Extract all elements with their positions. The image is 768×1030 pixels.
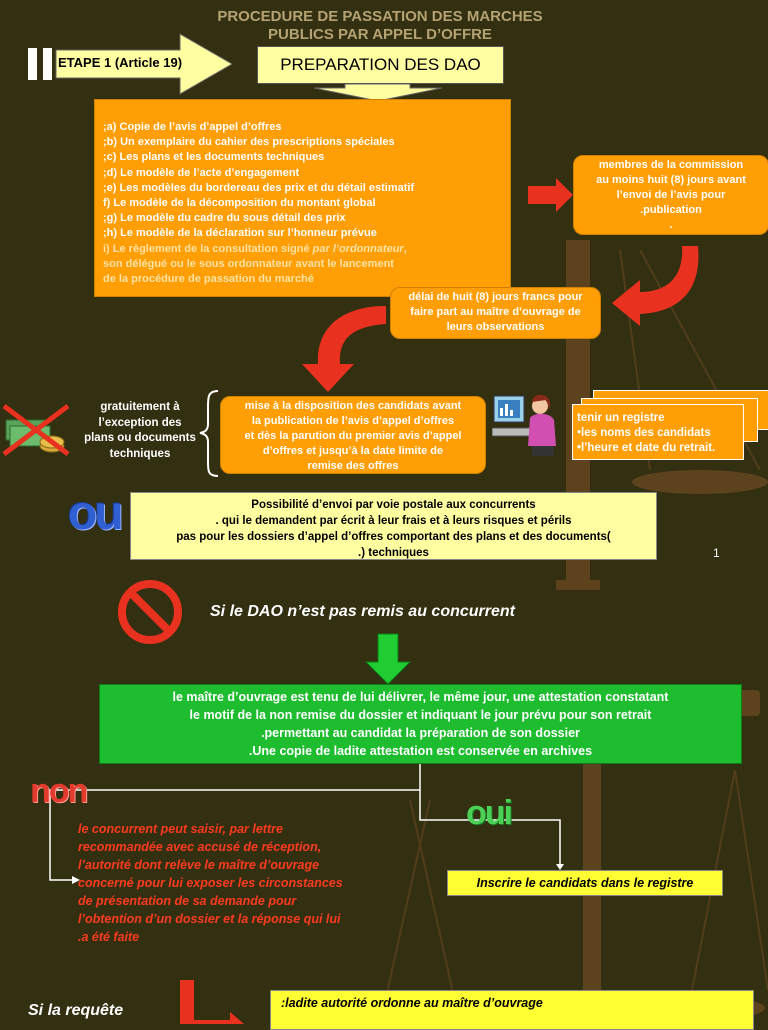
mise-box [220, 396, 486, 474]
brace-shape [200, 391, 218, 476]
recours-line: .a été faite [78, 930, 140, 944]
prohibited-icon [122, 584, 178, 640]
double-bar-marker [28, 48, 54, 80]
list-item: ;h) Le modèle de la déclaration sur l’honneur prévue [103, 227, 377, 240]
delai-line: leurs observations [446, 321, 545, 333]
list-item: ;c) Les plans et les documents techniques [103, 151, 325, 164]
list-item: f) Le modèle de la décomposition du montant global [103, 197, 376, 210]
oui-label: oui [466, 794, 511, 832]
recours-line: recommandée avec accusé de réception, [78, 840, 322, 854]
red-curved-arrow-left [302, 306, 386, 392]
gratuit-line: l’exception des [98, 416, 182, 429]
registre-line: •les noms des candidats [577, 427, 711, 439]
recours-line: l’obtention d’un dossier et la réponse qui lui [78, 912, 341, 926]
gratuit-line: plans ou documents [84, 432, 196, 444]
dao-contents-box [94, 99, 511, 297]
recours-text [78, 820, 418, 946]
faded-part-b: par l’ordonnateur [312, 242, 404, 255]
faded-part-a: i) Le règlement de la consultation signé [103, 242, 313, 255]
delai-line: délai de huit (8) jours francs pour [408, 291, 583, 303]
person-computer-icon [492, 388, 562, 460]
registre-card-front [572, 404, 744, 460]
registre-line: •l’heure et date du retrait. [577, 442, 716, 454]
attestation-line: le maître d’ouvrage est tenu de lui délivrer, le même jour, une attestation constatant [172, 690, 669, 704]
green-down-arrow [366, 634, 410, 684]
mise-line: la publication de l’avis d’appel d’offres [251, 415, 455, 427]
list-item: ;d) Le modèle de l’acte d’engagement [103, 166, 300, 179]
si-dao-heading: Si le DAO n’est pas remis au concurrent [210, 603, 515, 620]
crossed-money-icon [0, 402, 72, 458]
list-item: ;g) Le modèle du cadre du sous détail des prix [103, 212, 346, 225]
mise-line: mise à la disposition des candidats avant [244, 400, 462, 412]
list-item: ;a) Copie de l’avis d’appel d’offres [103, 121, 282, 133]
list-item: ;b) Un exemplaire du cahier des prescriptions spéciales [103, 136, 395, 149]
attestation-box [99, 684, 742, 764]
non-label: non [30, 772, 87, 810]
list-item: ;e) Les modèles du bordereau des prix et du détail estimatif [103, 181, 415, 194]
mise-line: et dès la parution du premier avis d’appel [244, 430, 462, 442]
red-right-arrow [528, 178, 573, 212]
ordonne-box: :ladite autorité ordonne au maître d’ouvrage [270, 990, 754, 1030]
members-line: l’envoi de l’avis pour [616, 189, 726, 201]
delai-box [390, 287, 601, 339]
members-line: membres de la commission [598, 159, 744, 171]
attestation-line: le motif de la non remise du dossier et indiquant le jour prévu pour son retrait [189, 708, 652, 722]
registre-box [565, 390, 768, 470]
gratuit-line: techniques [109, 447, 171, 460]
postal-line: .) techniques [358, 547, 429, 559]
list-item-faded: de la procédure de passation du marché [103, 273, 314, 286]
si-requete-heading: Si la requête [28, 1002, 124, 1019]
dao-box: PREPARATION DES DAO [257, 46, 504, 84]
etape-label: ETAPE 1 (Article 19) [58, 55, 183, 70]
ou-label: ou [68, 487, 121, 540]
members-line: .publication [640, 204, 702, 216]
postal-box [130, 492, 657, 560]
members-line: . [669, 219, 673, 231]
red-curved-arrow-right [612, 246, 698, 326]
attestation-line: .permettant au candidat la préparation de son dossier [261, 726, 580, 740]
postal-line: . qui le demandent par écrit à leur frais et à leurs risques et périls [215, 515, 572, 527]
members-line: au moins huit (8) jours avant [596, 174, 746, 186]
registre-text [577, 411, 715, 456]
recours-line: l’autorité dont relève le maître d’ouvrage [78, 858, 320, 872]
attestation-line: .Une copie de ladite attestation est conservée en archives [248, 744, 593, 758]
red-hook-arrow [180, 980, 244, 1024]
registre-line: tenir un registre [577, 412, 665, 424]
recours-line: de présentation de sa demande pour [78, 894, 297, 908]
list-item-faded [103, 242, 510, 257]
members-box [573, 155, 768, 235]
postal-line: Possibilité d’envoi par voie postale aux concurrents [251, 499, 536, 511]
gratuit-text [80, 400, 200, 462]
title-line-1: PROCEDURE DE PASSATION DES MARCHES [217, 8, 543, 25]
title-line-2: PUBLICS PAR APPEL D’OFFRE [268, 26, 492, 43]
gratuit-line: gratuitement à [100, 401, 180, 413]
mise-line: d’offres et jusqu’à la date limite de [262, 445, 444, 457]
delai-line: faire part au maître d’ouvrage de [410, 306, 581, 318]
faded-part-c: , [403, 242, 407, 255]
inscrire-box: Inscrire le candidats dans le registre [447, 870, 723, 896]
list-item-faded: son délégué ou le sous ordonnateur avant le lancement [103, 257, 394, 270]
postal-line: pas pour les dossiers d’appel d’offres comportant des plans et des documents( [176, 531, 611, 543]
recours-line: le concurrent peut saisir, par lettre [78, 822, 283, 836]
recours-line: concerné pour lui exposer les circonstances [78, 876, 343, 890]
mise-line: remise des offres [307, 460, 399, 472]
page-number: 1 [713, 546, 720, 560]
